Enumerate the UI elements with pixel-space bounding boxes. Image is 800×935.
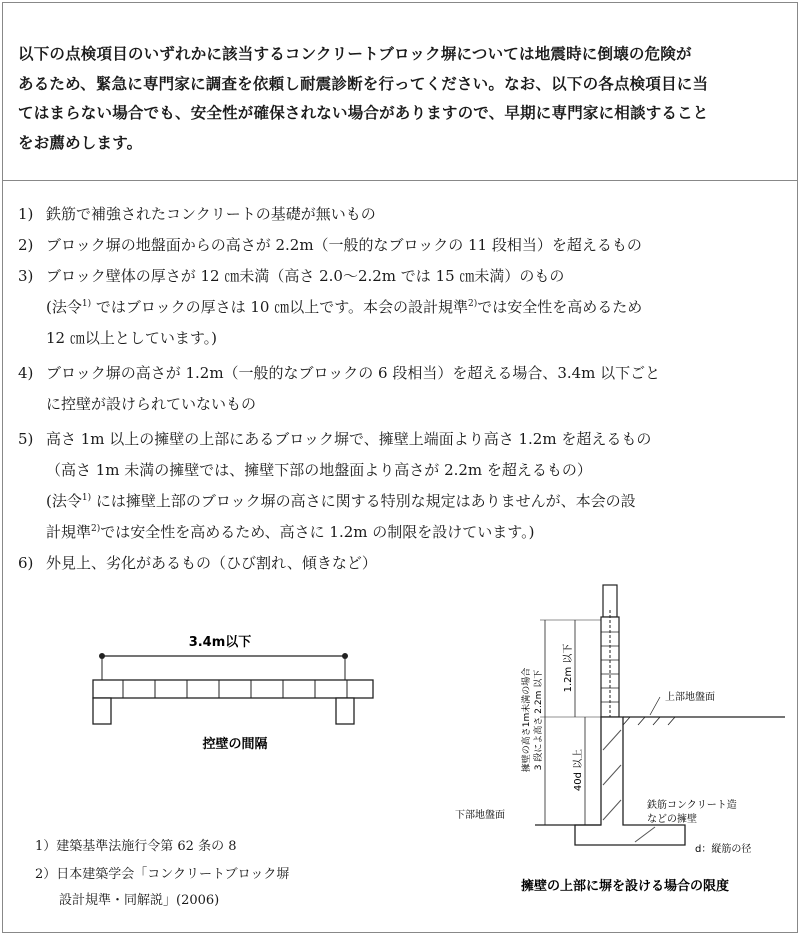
buttress xyxy=(336,698,354,724)
lower-ground-label: 下部地盤面 xyxy=(455,810,505,821)
leader-line xyxy=(650,697,660,715)
footnote-ref: 1) xyxy=(81,493,92,503)
intro-line-1: 以下の点検項目のいずれかに該当するコンクリートブロック塀については地震時に倒壊の危険が xyxy=(18,45,692,63)
buttress xyxy=(93,698,111,724)
list-item-1 xyxy=(18,203,376,224)
reference-1: 1）建築基準法施行令第 62 条の 8 xyxy=(35,839,237,854)
list-item-3 xyxy=(18,265,564,286)
note-text: では安全性を高めるため、高さに 1.2m の制限を設けています。) xyxy=(100,523,535,541)
item-text: ブロック塀の地盤面からの高さが 2.2m（一般的なブロックの 11 段相当）を超えるもの xyxy=(46,236,642,254)
item-text: 鉄筋で補強されたコンクリートの基礎が無いもの xyxy=(46,205,376,223)
item-text: ブロック壁体の厚さが 12 ㎝未満（高さ 2.0〜2.2m では 15 ㎝未満）のもの xyxy=(46,267,565,285)
upper-ground-label: 上部地盤面 xyxy=(665,692,715,703)
list-item-3-note-cont: 12 ㎝以上としています。) xyxy=(46,329,218,347)
list-item-5-sub1: （高さ 1m 未満の擁壁では、擁壁下部の地盤面より高さが 2.2m を超えるもの） xyxy=(46,461,592,479)
list-item-2 xyxy=(18,234,642,255)
item-number: 3) xyxy=(18,267,34,285)
section-divider xyxy=(2,180,798,181)
note-text: (法令 xyxy=(46,298,82,316)
list-item-5-sub3 xyxy=(46,521,534,542)
vertical-note-1: 擁壁の高さ1m未満の場合 xyxy=(522,667,532,773)
note-text: では安全性を高めるため xyxy=(477,298,643,316)
list-item-5 xyxy=(18,428,651,449)
item-number: 6) xyxy=(18,554,34,572)
rebar-diameter-label: d：縦筋の径 xyxy=(695,844,752,855)
dimension-label: 3.4m以下 xyxy=(188,635,252,650)
list-item-4 xyxy=(18,362,660,383)
item-number: 5) xyxy=(18,430,34,448)
rc-wall-label-2: などの擁壁 xyxy=(647,814,697,825)
note-text: (法令 xyxy=(46,492,82,510)
item-text: 高さ 1m 以上の擁壁の上部にあるブロック塀で、擁壁上端面より高さ 1.2m を超えるもの xyxy=(46,430,652,448)
rc-wall-label-1: 鉄筋コンクリート造 xyxy=(647,800,737,811)
reference-2: 2）日本建築学会「コンクリートブロック塀 xyxy=(35,867,290,882)
reference-2-cont: 設計規準・同解説」(2006) xyxy=(59,893,220,908)
note-text: 計規準 xyxy=(46,523,92,541)
retaining-wall-figure xyxy=(455,580,790,905)
buttress-spacing-figure xyxy=(85,630,375,760)
dim-label-40d: 40d 以上 xyxy=(573,748,584,792)
list-item-5-sub2 xyxy=(46,490,636,511)
intro-paragraph xyxy=(18,40,788,158)
vertical-note-2: 3 段によ高さ 2.2m 以下 xyxy=(534,669,544,771)
intro-line-4: をお薦めします。 xyxy=(18,133,143,152)
dim-label-1-2m: 1.2m 以下 xyxy=(563,643,574,693)
note-text: には擁壁上部のブロック塀の高さに関する特別な規定はありませんが、本会の設 xyxy=(91,492,636,510)
footnote-ref: 2) xyxy=(91,524,101,534)
list-item-6 xyxy=(18,552,377,573)
item-text: ブロック塀の高さが 1.2m（一般的なブロックの 6 段相当）を超える場合、3.4m 以下ごと xyxy=(46,364,661,382)
list-item-3-note xyxy=(46,296,642,317)
retaining-wall xyxy=(575,717,685,845)
item-number: 1) xyxy=(18,205,34,223)
intro-line-2: あるため、緊急に専門家に調査を依頼し耐震診断を行ってください。なお、以下の各点検項目に当 xyxy=(18,74,709,93)
item-number: 2) xyxy=(18,236,34,254)
figure-caption: 擁壁の上部に塀を設ける場合の限度 xyxy=(520,879,730,894)
figure-caption: 控壁の間隔 xyxy=(202,737,268,752)
footnote-ref: 2) xyxy=(468,299,478,309)
block-wall xyxy=(93,680,373,698)
intro-line-3: てはまらない場合でも、安全性が確保されない場合がありますので、早期に専門家に相談すること xyxy=(18,104,709,122)
list-item-4-cont: に控壁が設けられていないもの xyxy=(46,395,257,413)
footnote-ref: 1) xyxy=(81,299,92,309)
note-text: ではブロックの厚さは 10 ㎝以上です。本会の設計規準 xyxy=(91,298,469,316)
item-number: 4) xyxy=(18,364,34,382)
item-text: 外見上、劣化があるもの（ひび割れ、傾きなど） xyxy=(46,554,377,572)
